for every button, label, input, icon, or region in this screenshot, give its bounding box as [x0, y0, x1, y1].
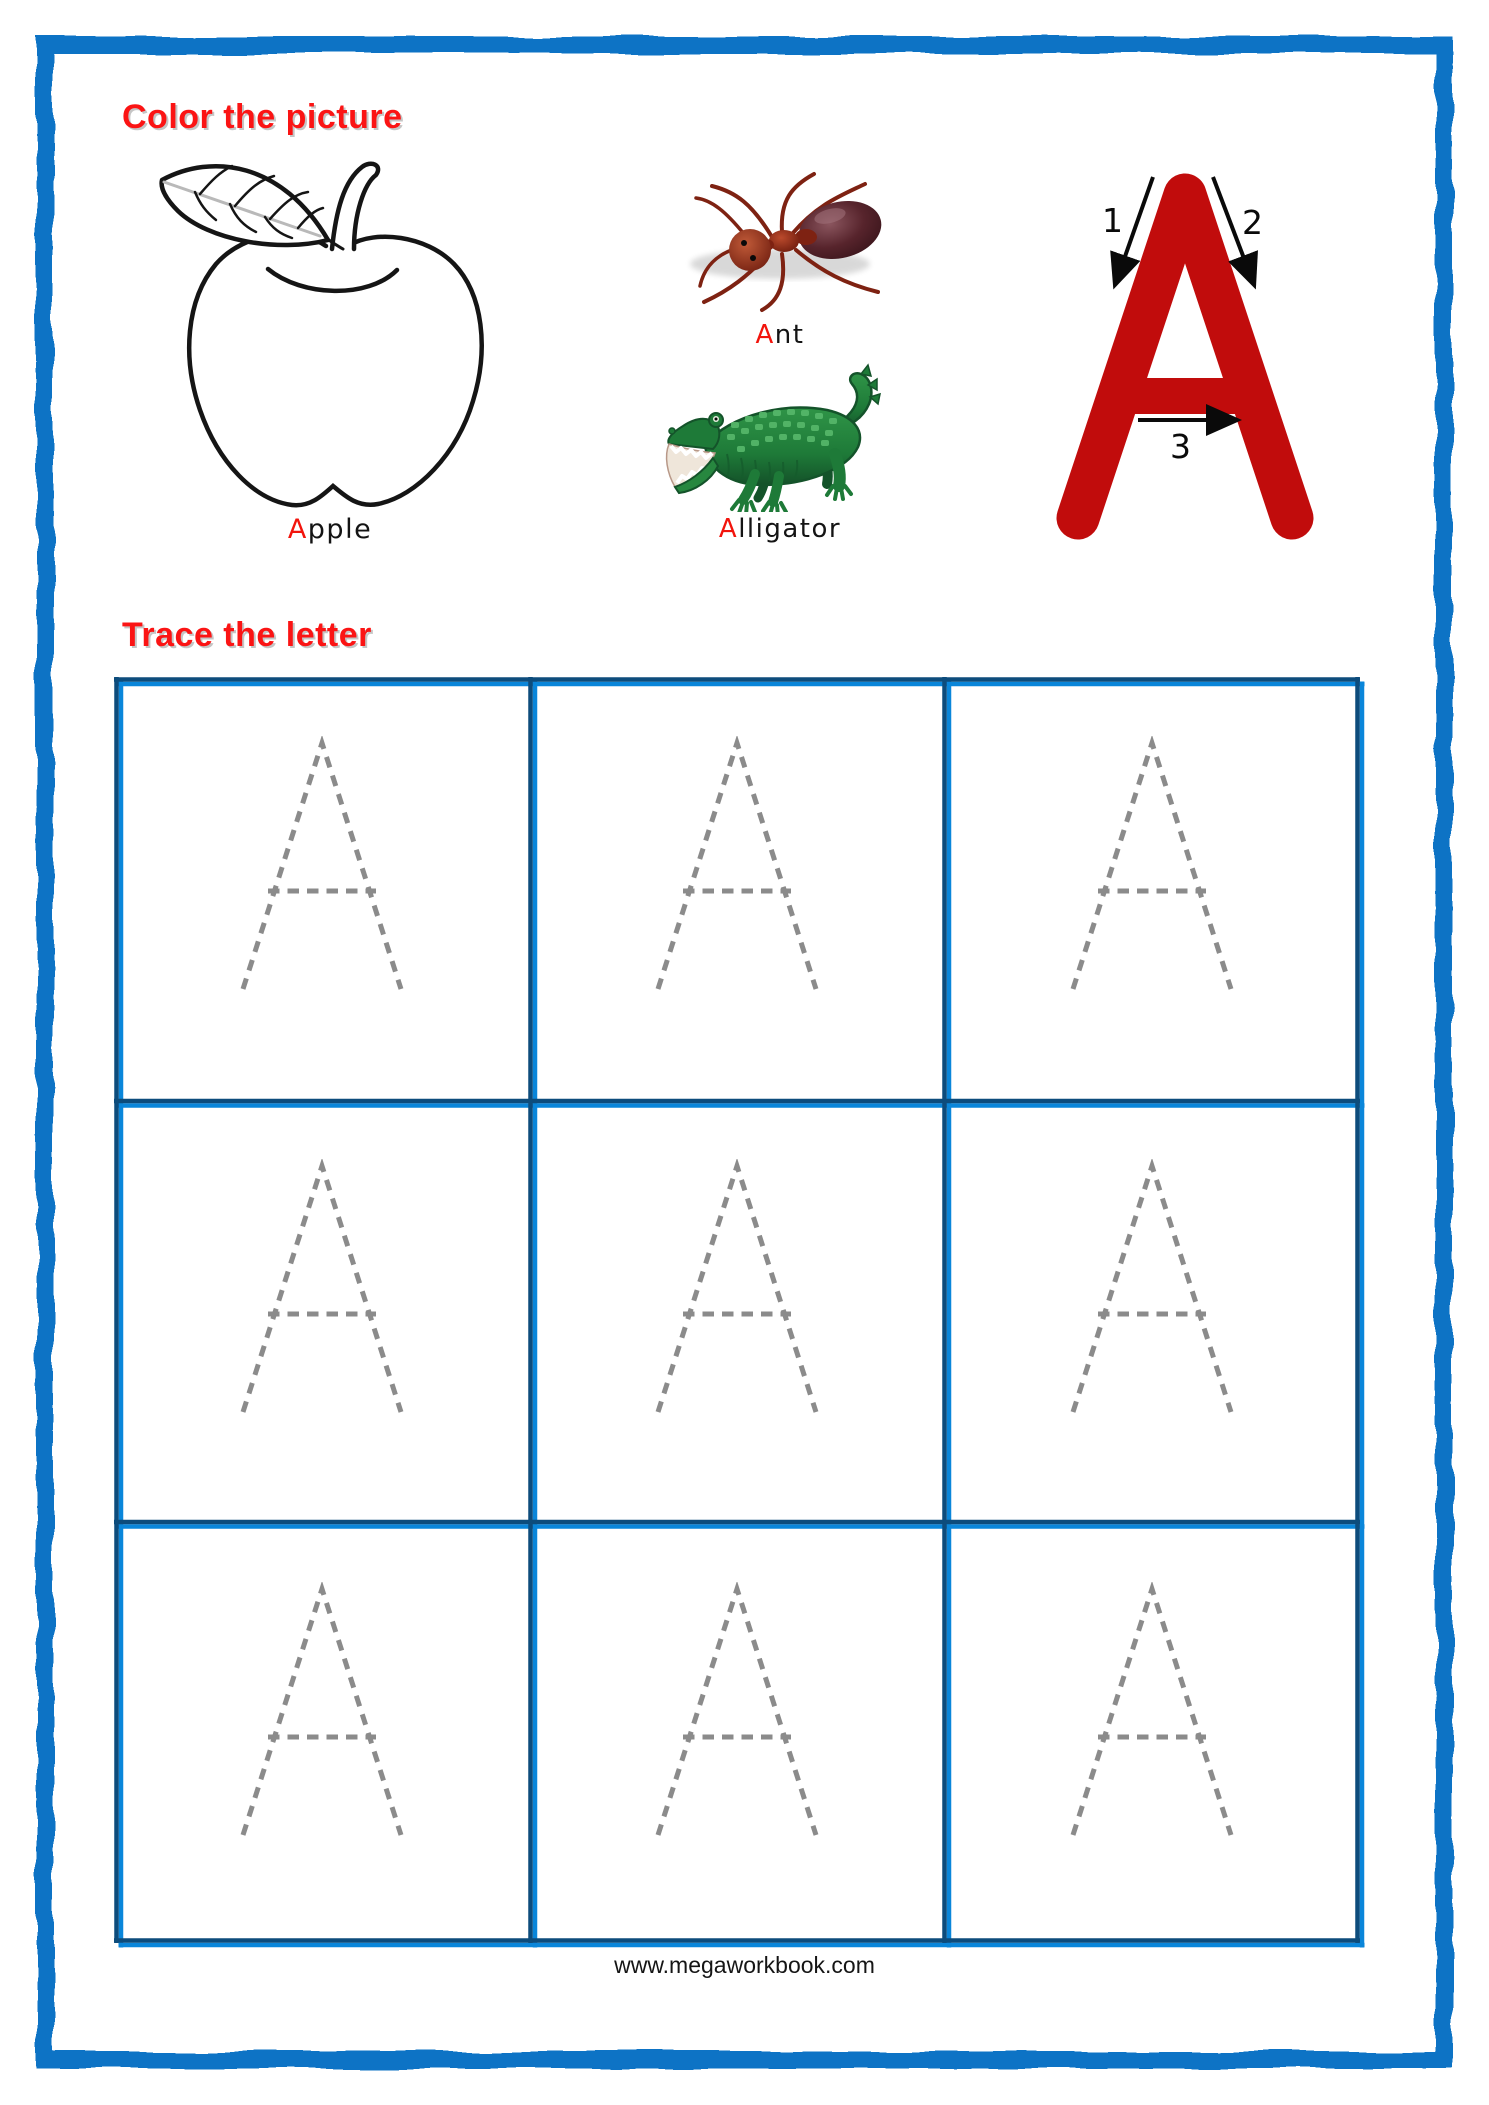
letter-a-guide	[1050, 158, 1320, 553]
trace-cell	[114, 1522, 529, 1945]
dashed-letter-a	[237, 736, 407, 996]
website-url: www.megaworkbook.com	[614, 1952, 875, 1978]
stroke-number-1: 1	[1102, 201, 1123, 240]
trace-grid	[114, 677, 1360, 1945]
trace-cell	[945, 1100, 1360, 1523]
trace-the-letter-heading: Trace the letter	[122, 616, 372, 654]
dashed-letter-a	[1067, 1582, 1237, 1842]
trace-cell	[529, 677, 944, 1100]
stroke-number-3: 3	[1170, 427, 1191, 466]
trace-cell	[945, 1522, 1360, 1945]
alligator-illustration	[655, 352, 905, 512]
trace-cell	[114, 677, 529, 1100]
dashed-letter-a	[652, 1582, 822, 1842]
alligator-label	[655, 514, 905, 544]
alligator-label-initial: A	[718, 514, 739, 544]
apple-label-rest: pple	[307, 514, 373, 545]
dashed-letter-a	[652, 736, 822, 996]
color-the-picture-heading: Color the picture	[122, 98, 403, 136]
trace-cell	[114, 1100, 529, 1523]
dashed-letter-a	[1067, 736, 1237, 996]
apple-label-initial: A	[287, 514, 308, 545]
stroke-number-2: 2	[1242, 203, 1263, 242]
apple-label	[140, 514, 520, 545]
trace-cell	[529, 1522, 944, 1945]
dashed-letter-a	[237, 1582, 407, 1842]
dashed-letter-a	[652, 1159, 822, 1419]
dashed-letter-a	[237, 1159, 407, 1419]
ant-label-initial: A	[755, 320, 775, 350]
trace-cell	[945, 677, 1360, 1100]
dashed-letter-a	[1067, 1159, 1237, 1419]
alligator-label-rest: lligator	[738, 514, 842, 544]
ant-label-rest: nt	[774, 320, 805, 350]
apple-illustration	[140, 118, 520, 518]
ant-illustration	[660, 142, 900, 317]
trace-cell	[529, 1100, 944, 1523]
ant-label	[660, 320, 900, 350]
